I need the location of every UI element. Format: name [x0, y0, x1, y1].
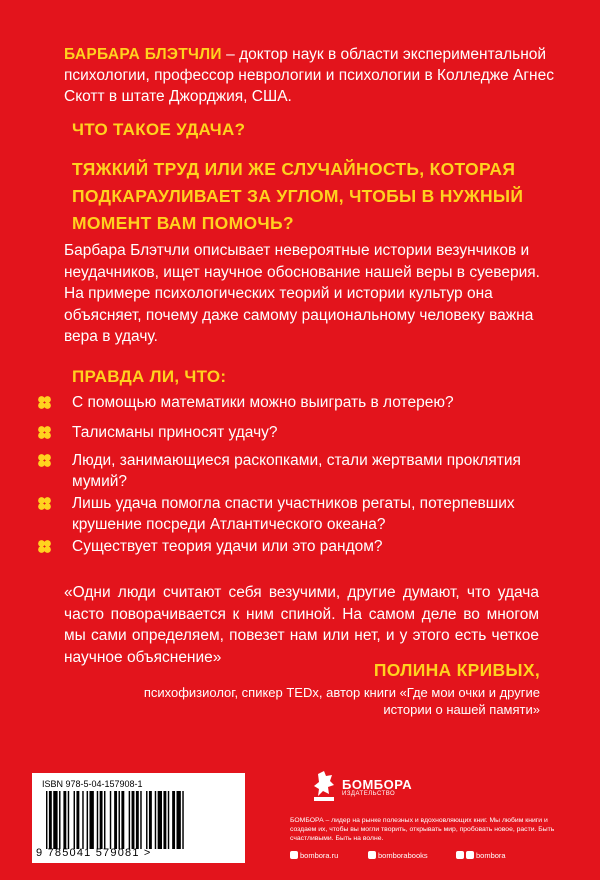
chat-icon — [456, 851, 464, 859]
fact-text: Люди, занимающиеся раскопками, стали жертвами проклятия мумий? — [72, 452, 521, 490]
social-link-site[interactable] — [290, 851, 338, 860]
fact-text: С помощью математики можно выиграть в лотерею? — [72, 394, 454, 411]
list-item — [36, 493, 576, 535]
social-links — [290, 851, 550, 865]
fact-text: Талисманы приносят удачу? — [72, 424, 278, 441]
clover-icon — [36, 394, 53, 411]
author-name: БАРБАРА БЛЭТЧЛИ — [64, 46, 222, 63]
question-heading: ЧТО ТАКОЕ УДАЧА? — [72, 120, 246, 139]
publisher-sub: ИЗДАТЕЛЬСТВО — [342, 791, 396, 797]
isbn-text: ISBN 978-5-04-157908-1 — [42, 779, 143, 789]
bombora-dog-icon — [312, 770, 338, 802]
barcode-icon — [46, 791, 234, 849]
publisher-logo — [312, 770, 452, 810]
list-item — [36, 392, 454, 413]
list-item — [36, 422, 278, 443]
author-bio — [64, 44, 564, 107]
clover-icon — [36, 538, 53, 555]
publisher-description: БОМБОРА – лидер на рынке полезных и вдохновляющих книг. Мы любим книги и создаем их, чтобы вы могли творить, открывать мир, пробовать новое, расти. Быть счастливыми. Быть на волне. — [290, 817, 555, 842]
review-quote: «Одни люди считают себя везучими, другие думают, что удача часто поворачивается к ним спиной. На самом деле во многом мы сами определяем, повезет нам или нет, и у этого есть четкое научное объяснение» — [64, 584, 539, 666]
social-link-messengers[interactable] — [456, 851, 506, 860]
fact-text: Существует теория удачи или это рандом? — [72, 538, 383, 555]
list-item — [36, 536, 383, 557]
social-link-label: bombora — [476, 851, 506, 860]
social-link-vk[interactable] — [368, 851, 428, 860]
barcode-digits: 9 785041 579081 > — [36, 847, 152, 859]
vk-icon — [368, 851, 376, 859]
clover-icon — [36, 495, 53, 512]
quote-author-description: психофизиолог, спикер TEDx, автор книги «Где мои очки и другие истории о нашей памяти» — [143, 685, 540, 717]
headline: ТЯЖКИЙ ТРУД ИЛИ ЖЕ СЛУЧАЙНОСТЬ, КОТОРАЯ ПОДКАРАУЛИВАЕТ ЗА УГЛОМ, ЧТОБЫ В НУЖНЫЙ МОМЕНТ ВАМ ПОМОЧЬ? — [72, 159, 524, 233]
telegram-icon — [466, 851, 474, 859]
book-description: Барбара Блэтчли описывает невероятные истории везунчиков и неудачников, ищет научное обоснование нашей веры в суеверия. На примере психологических теорий и истории культур она объясняет, почему даже самому рациональному человеку важна вера в удачу. — [64, 242, 540, 345]
list-item — [36, 450, 576, 492]
social-link-label: bomborabooks — [378, 851, 428, 860]
quote-author-name: ПОЛИНА КРИВЫХ, — [373, 660, 540, 680]
author-bio-text: – доктор наук в области экспериментальной психологии, профессор неврологии и психологии в Колледже Агнес Скотт в штате Джорджия, США. — [64, 46, 554, 105]
clover-icon — [36, 424, 53, 441]
publisher-name: БОМБОРА — [342, 777, 413, 792]
truth-heading: ПРАВДА ЛИ, ЧТО: — [72, 367, 227, 386]
globe-icon — [290, 851, 298, 859]
clover-icon — [36, 452, 53, 469]
fact-text: Лишь удача помогла спасти участников регаты, потерпевших крушение посреди Атлантического океана? — [72, 495, 515, 533]
barcode-box — [32, 773, 245, 863]
social-link-label: bombora.ru — [300, 851, 339, 860]
